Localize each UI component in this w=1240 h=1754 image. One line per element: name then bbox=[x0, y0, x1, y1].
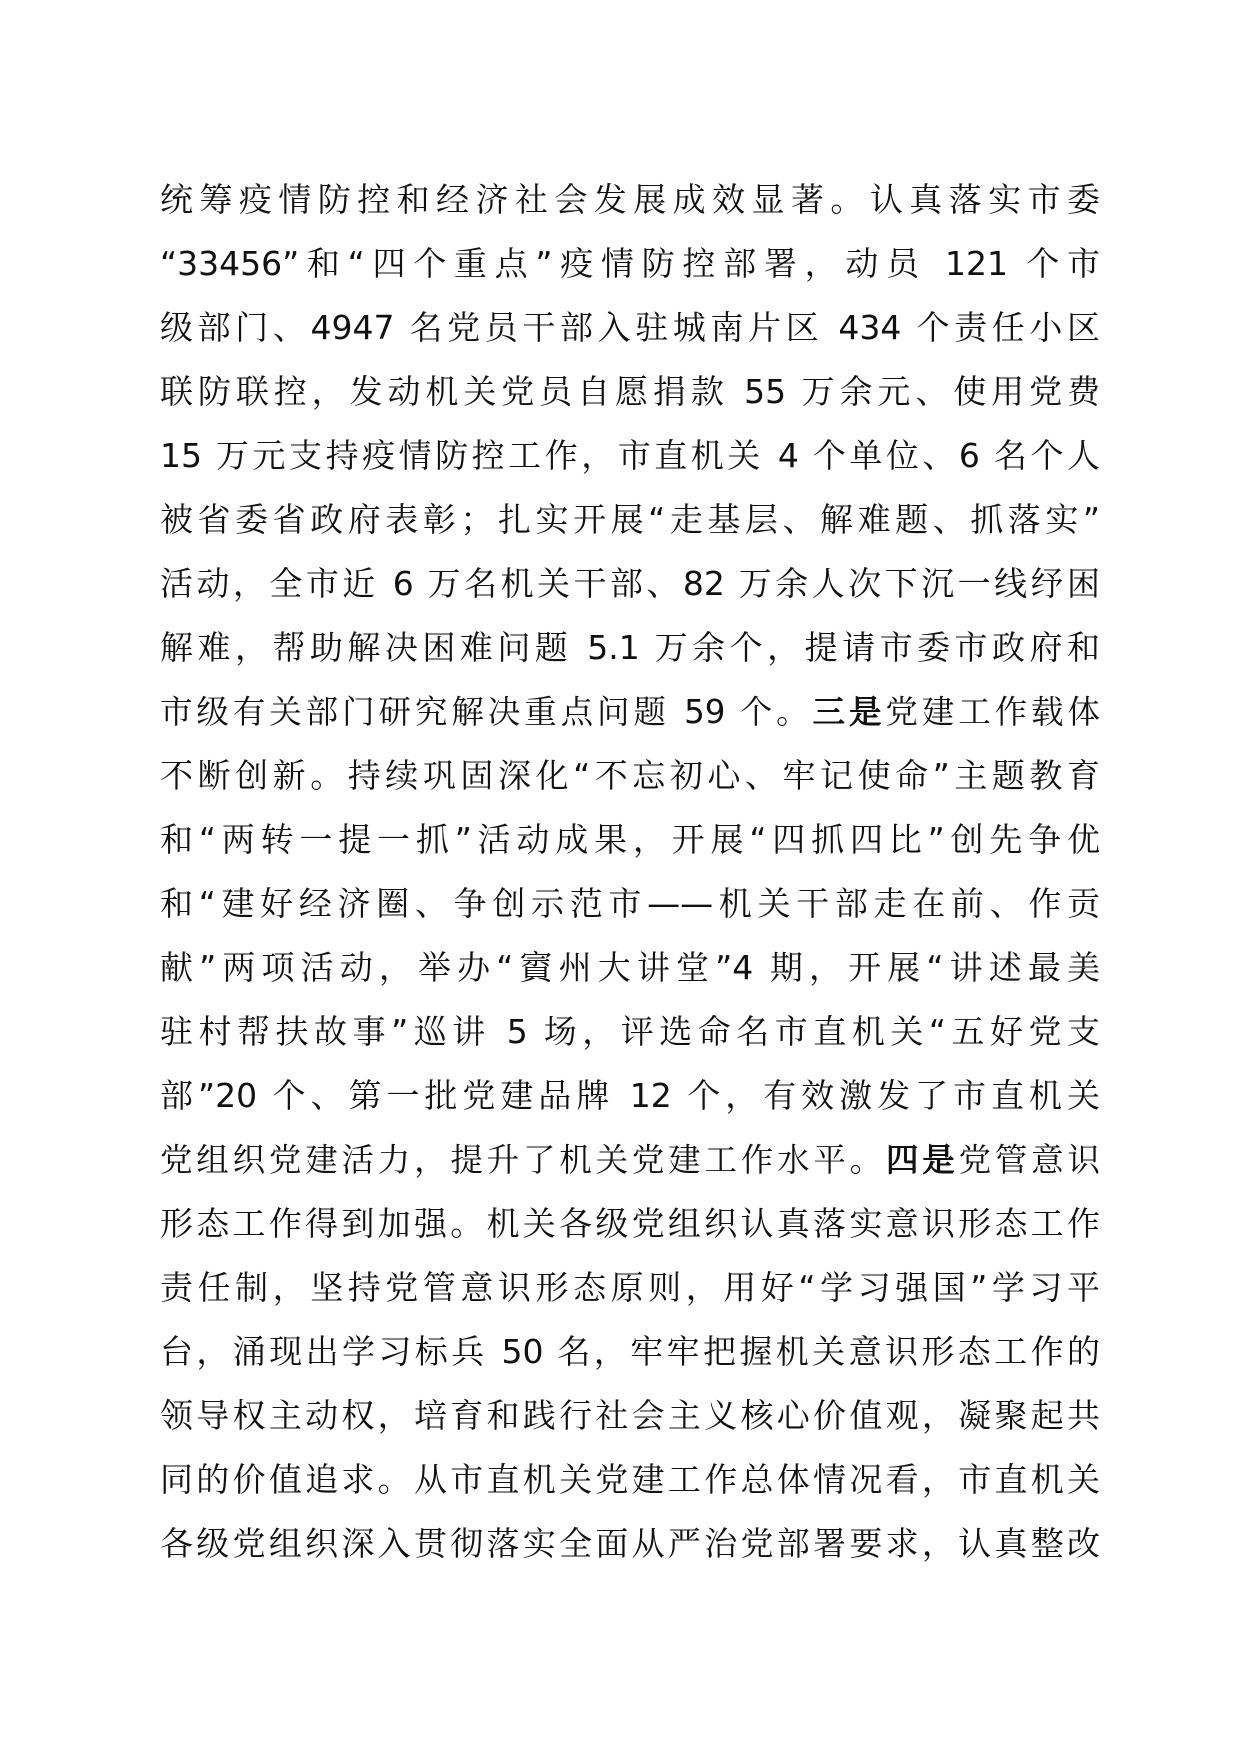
text-segment: 台，涌现出学习标兵 50 名，牢牢把握机关意识形态工作的 bbox=[160, 1332, 1100, 1371]
text-line bbox=[160, 1128, 1100, 1192]
text-segment: 市级有关部门研究解决重点问题 59 个。 bbox=[160, 693, 813, 731]
text-segment: 和“两转一提一抓”活动成果，开展“四抓四比”创先争优 bbox=[160, 820, 1100, 859]
text-line bbox=[160, 1512, 1100, 1576]
text-line bbox=[160, 1384, 1100, 1448]
text-segment: 党建工作载体 bbox=[885, 693, 1100, 731]
text-line bbox=[160, 808, 1100, 872]
text-line bbox=[160, 616, 1100, 680]
text-segment: 活动，全市近 6 万名机关干部、82 万余人次下沉一线纾困 bbox=[160, 564, 1100, 603]
text-segment: 解难，帮助解决困难问题 5.1 万余个，提请市委市政府和 bbox=[160, 628, 1100, 667]
text-line bbox=[160, 296, 1100, 360]
text-line bbox=[160, 1000, 1100, 1064]
text-segment: “33456”和“四个重点”疫情防控部署，动员 121 个市 bbox=[160, 244, 1100, 283]
text-line bbox=[160, 872, 1100, 936]
text-segment: 15 万元支持疫情防控工作，市直机关 4 个单位、6 名个人 bbox=[160, 436, 1100, 475]
text-line bbox=[160, 552, 1100, 616]
text-segment: 部”20 个、第一批党建品牌 12 个，有效激发了市直机关 bbox=[160, 1076, 1100, 1115]
text-segment: 驻村帮扶故事”巡讲 5 场，评选命名市直机关“五好党支 bbox=[160, 1012, 1100, 1051]
text-segment: 党管意识 bbox=[958, 1141, 1100, 1179]
text-segment: 联防联控，发动机关党员自愿捐款 55 万余元、使用党费 bbox=[160, 372, 1100, 411]
text-line bbox=[160, 1256, 1100, 1320]
text-line bbox=[160, 680, 1100, 744]
text-line bbox=[160, 232, 1100, 296]
text-line bbox=[160, 744, 1100, 808]
text-segment: 和“建好经济圈、争创示范市——机关干部走在前、作贡 bbox=[160, 884, 1100, 923]
text-segment: 统筹疫情防控和经济社会发展成效显著。认真落实市委 bbox=[160, 180, 1100, 219]
text-line bbox=[160, 1192, 1100, 1256]
text-line bbox=[160, 1064, 1100, 1128]
emphasis-text: 三是 bbox=[812, 693, 886, 731]
text-segment: 级部门、4947 名党员干部入驻城南片区 434 个责任小区 bbox=[160, 308, 1100, 347]
text-segment: 党组织党建活力，提升了机关党建工作水平。 bbox=[160, 1141, 886, 1179]
text-segment: 被省委省政府表彰；扎实开展“走基层、解难题、抓落实” bbox=[160, 500, 1100, 539]
text-segment: 形态工作得到加强。机关各级党组织认真落实意识形态工作 bbox=[160, 1204, 1100, 1243]
text-segment: 领导权主动权，培育和践行社会主义核心价值观，凝聚起共 bbox=[160, 1396, 1100, 1435]
text-segment: 同的价值追求。从市直机关党建工作总体情况看，市直机关 bbox=[160, 1460, 1100, 1499]
text-segment: 各级党组织深入贯彻落实全面从严治党部署要求，认真整改 bbox=[160, 1524, 1100, 1563]
text-line bbox=[160, 1448, 1100, 1512]
text-line bbox=[160, 488, 1100, 552]
text-line bbox=[160, 1320, 1100, 1384]
text-line bbox=[160, 168, 1100, 232]
emphasis-text: 四是 bbox=[885, 1141, 959, 1179]
text-line bbox=[160, 936, 1100, 1000]
text-line bbox=[160, 424, 1100, 488]
body-paragraph bbox=[160, 168, 1100, 1576]
text-segment: 责任制，坚持党管意识形态原则，用好“学习强国”学习平 bbox=[160, 1268, 1100, 1307]
text-segment: 不断创新。持续巩固深化“不忘初心、牢记使命”主题教育 bbox=[160, 756, 1100, 795]
text-segment: 献”两项活动，举办“賨州大讲堂”4 期，开展“讲述最美 bbox=[160, 948, 1100, 987]
text-line bbox=[160, 360, 1100, 424]
